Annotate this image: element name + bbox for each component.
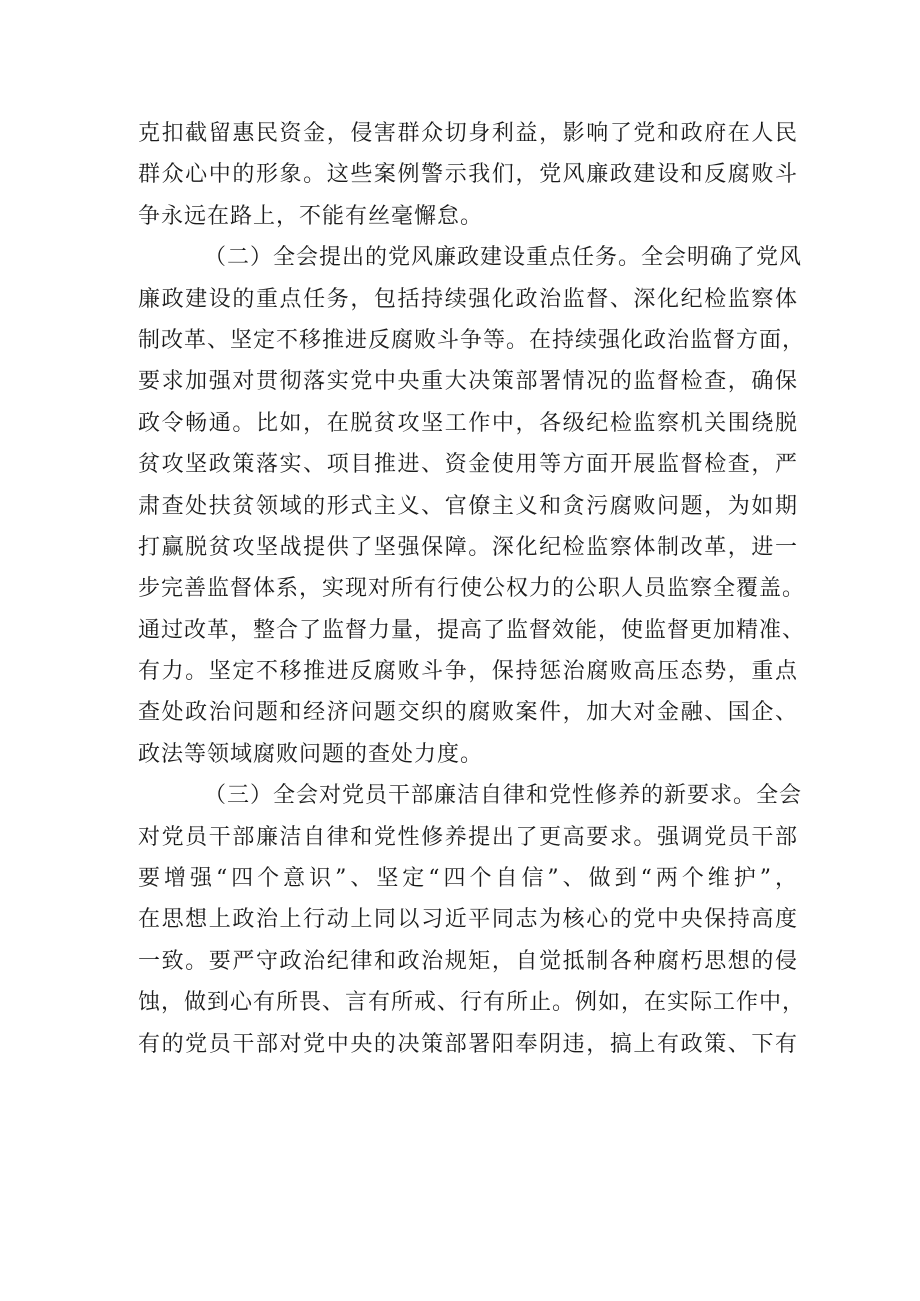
text-line: 有力。坚定不移推进反腐败斗争，保持惩治腐败高压态势，重点: [138, 659, 798, 685]
text-line: 通过改革，整合了监督力量，提高了监督效能，使监督更加精准、: [138, 617, 806, 643]
text-line: （三）全会对党员干部廉洁自律和党性修养的新要求。全会: [204, 783, 803, 809]
text-line: 贫攻坚政策落实、项目推进、资金使用等方面开展监督检查，严: [138, 452, 798, 478]
document-page: [138, 113, 806, 1065]
text-line: 查处政治问题和经济问题交织的腐败案件，加大对金融、国企、: [138, 700, 798, 726]
text-line: 群众心中的形象。这些案例警示我们，党风廉政建设和反腐败斗: [138, 162, 798, 188]
text-line: 政法等领域腐败问题的查处力度。: [138, 741, 484, 767]
text-line: 一致。要严守政治纪律和政治规矩，自觉抵制各种腐朽思想的侵: [138, 948, 798, 974]
text-line: 在思想上政治上行动上同以习近平同志为核心的党中央保持高度: [138, 907, 798, 933]
text-line: 肃查处扶贫领域的形式主义、官僚主义和贪污腐败问题，为如期: [138, 493, 798, 519]
text-line: 政令畅通。比如，在脱贫攻坚工作中，各级纪检监察机关围绕脱: [138, 410, 798, 436]
text-line: 要增强“四个意识”、坚定“四个自信”、做到“两个维护”，: [138, 866, 798, 892]
text-line: 有的党员干部对党中央的决策部署阳奉阴违，搞上有政策、下有: [138, 1031, 798, 1057]
text-line: 要求加强对贯彻落实党中央重大决策部署情况的监督检查，确保: [138, 369, 798, 395]
paragraph-2: [138, 775, 806, 1065]
text-line: 制改革、坚定不移推进反腐败斗争等。在持续强化政治监督方面，: [138, 327, 806, 353]
text-line: （二）全会提出的党风廉政建设重点任务。全会明确了党风: [204, 245, 803, 271]
text-line: 争永远在路上，不能有丝毫懈怠。: [138, 203, 484, 229]
paragraph-0: [138, 113, 798, 237]
text-line: 步完善监督体系，实现对所有行使公权力的公职人员监察全覆盖。: [138, 576, 806, 602]
paragraph-1: [138, 237, 806, 775]
text-line: 对党员干部廉洁自律和党性修养提出了更高要求。强调党员干部: [138, 824, 798, 850]
text-line: 克扣截留惠民资金，侵害群众切身利益，影响了党和政府在人民: [138, 121, 798, 146]
text-line: 打赢脱贫攻坚战提供了坚强保障。深化纪检监察体制改革，进一: [138, 534, 798, 560]
text-line: 廉政建设的重点任务，包括持续强化政治监督、深化纪检监察体: [138, 286, 798, 312]
text-line: 蚀，做到心有所畏、言有所戒、行有所止。例如，在实际工作中，: [138, 990, 806, 1016]
